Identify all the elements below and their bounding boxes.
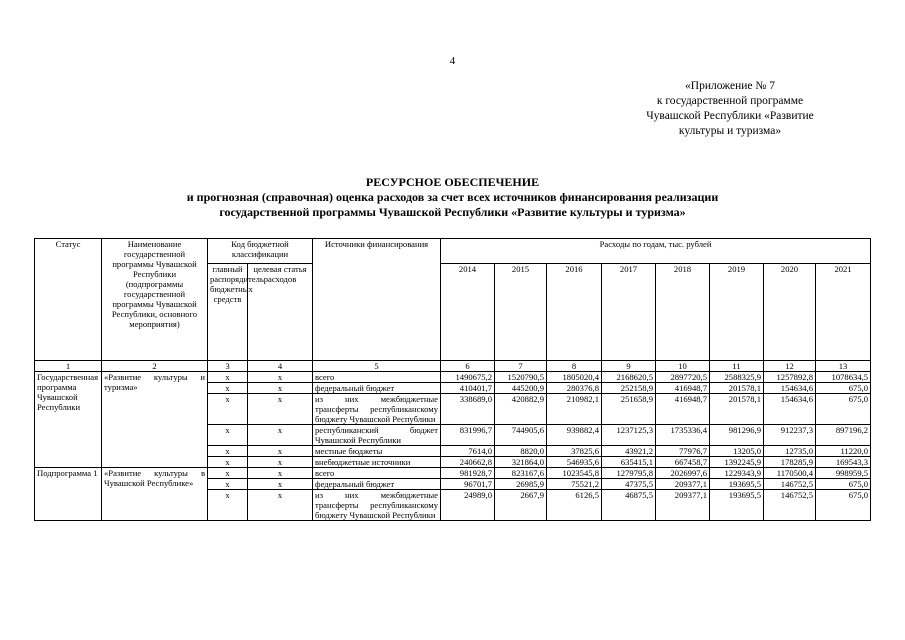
column-number: 4 (248, 361, 313, 372)
row-code-main: x (208, 446, 248, 457)
row-source: всего (313, 372, 441, 383)
row-code-target: x (248, 468, 313, 479)
row-value: 675,0 (816, 490, 871, 521)
row-value: 675,0 (816, 394, 871, 425)
row-code-target: x (248, 490, 313, 521)
header-year: 2016 (547, 264, 602, 361)
row-value: 1237125,3 (602, 425, 656, 446)
column-number: 11 (710, 361, 764, 372)
row-value: 981296,9 (710, 425, 764, 446)
column-number: 12 (764, 361, 816, 372)
row-value: 981928,7 (441, 468, 495, 479)
row-name: «Развитие культуры и туризма» (102, 372, 208, 468)
title-line: государственной программы Чувашской Республики «Развитие культуры и туризма» (219, 205, 686, 219)
row-value: 1490675,2 (441, 372, 495, 383)
row-value: 193695,5 (710, 490, 764, 521)
column-number: 13 (816, 361, 871, 372)
header-year: 2020 (764, 264, 816, 361)
row-value: 2667,9 (495, 490, 547, 521)
column-number: 3 (208, 361, 248, 372)
row-value: 154634,6 (764, 383, 816, 394)
row-value: 46875,5 (602, 490, 656, 521)
resource-table (34, 238, 871, 521)
table-row (35, 372, 871, 383)
row-value: 1023545,8 (547, 468, 602, 479)
row-value: 2897720,5 (656, 372, 710, 383)
row-value: 2026997,6 (656, 468, 710, 479)
row-value: 37825,6 (547, 446, 602, 457)
row-code-target: x (248, 394, 313, 425)
row-source: из них межбюджетные трансферты республиканскому бюджету Чувашской Республики (313, 490, 441, 521)
row-value: 897196,2 (816, 425, 871, 446)
row-value: 201578,1 (710, 383, 764, 394)
row-value: 1520790,5 (495, 372, 547, 383)
header-code-target: целевая статья расходов (248, 264, 313, 361)
title-line: и прогнозная (справочная) оценка расходов за счет всех источников финансирования реализации (186, 190, 719, 204)
row-code-main: x (208, 372, 248, 383)
row-value: 831996,7 (441, 425, 495, 446)
header-sources: Источники финансирования (313, 239, 441, 361)
header-code-main: главный распорядитель бюджетных средств (208, 264, 248, 361)
row-value: 6126,5 (547, 490, 602, 521)
header-name: Наименование государственной программы Чувашской Республики (подпрограммы государственной программы Чувашской Республики, основного мероприятия) (102, 239, 208, 361)
row-value: 96701,7 (441, 479, 495, 490)
row-value: 1229343,9 (710, 468, 764, 479)
row-status: Подпрограмма 1 (35, 468, 102, 521)
row-code-target: x (248, 383, 313, 394)
column-number: 5 (313, 361, 441, 372)
row-value: 1078634,5 (816, 372, 871, 383)
row-value: 240662,8 (441, 457, 495, 468)
row-value: 209377,1 (656, 479, 710, 490)
row-value: 416948,7 (656, 394, 710, 425)
row-value: 939882,4 (547, 425, 602, 446)
row-value: 410401,7 (441, 383, 495, 394)
row-value: 178285,9 (764, 457, 816, 468)
row-value: 1805020,4 (547, 372, 602, 383)
column-number: 1 (35, 361, 102, 372)
row-source: из них межбюджетные трансферты республиканскому бюджету Чувашской Республики (313, 394, 441, 425)
row-value: 2168620,5 (602, 372, 656, 383)
appendix-note (600, 79, 860, 139)
row-value: 209377,1 (656, 490, 710, 521)
row-code-main: x (208, 490, 248, 521)
row-value: 252158,9 (602, 383, 656, 394)
column-number: 10 (656, 361, 710, 372)
header-year: 2019 (710, 264, 764, 361)
row-value: 11220,0 (816, 446, 871, 457)
header-row (35, 239, 871, 264)
header-year: 2021 (816, 264, 871, 361)
row-value: 193695,5 (710, 479, 764, 490)
row-value: 12735,0 (764, 446, 816, 457)
header-code: Код бюджетной классификации (208, 239, 313, 264)
appendix-line: культуры и туризма» (678, 125, 782, 137)
title-line: РЕСУРСНОЕ ОБЕСПЕЧЕНИЕ (365, 175, 540, 189)
appendix-line: к государственной программе (656, 95, 804, 107)
row-value: 2588325,9 (710, 372, 764, 383)
row-source: федеральный бюджет (313, 383, 441, 394)
row-code-main: x (208, 468, 248, 479)
row-value: 251658,9 (602, 394, 656, 425)
row-value: 146752,5 (764, 479, 816, 490)
row-value: 1392245,9 (710, 457, 764, 468)
row-value: 75521,2 (547, 479, 602, 490)
row-value: 201578,1 (710, 394, 764, 425)
header-year: 2014 (441, 264, 495, 361)
row-value: 1170500,4 (764, 468, 816, 479)
row-status: Государственная программа Чувашской Республики (35, 372, 102, 468)
row-code-main: x (208, 394, 248, 425)
row-value: 420882,9 (495, 394, 547, 425)
row-value: 675,0 (816, 383, 871, 394)
row-value: 169543,3 (816, 457, 871, 468)
row-code-main: x (208, 457, 248, 468)
document-title (0, 175, 905, 220)
row-value: 8820,0 (495, 446, 547, 457)
row-source: внебюджетные источники (313, 457, 441, 468)
table-row (35, 468, 871, 479)
row-value: 154634,6 (764, 394, 816, 425)
row-source: всего (313, 468, 441, 479)
row-code-target: x (248, 479, 313, 490)
row-value: 1279795,8 (602, 468, 656, 479)
row-value: 280376,8 (547, 383, 602, 394)
row-code-target: x (248, 446, 313, 457)
row-value: 546935,6 (547, 457, 602, 468)
column-number: 7 (495, 361, 547, 372)
row-code-main: x (208, 425, 248, 446)
row-code-target: x (248, 457, 313, 468)
row-value: 146752,5 (764, 490, 816, 521)
row-value: 823167,6 (495, 468, 547, 479)
header-year: 2017 (602, 264, 656, 361)
row-value: 1735336,4 (656, 425, 710, 446)
row-code-target: x (248, 425, 313, 446)
row-code-main: x (208, 383, 248, 394)
row-value: 26985,9 (495, 479, 547, 490)
column-number: 6 (441, 361, 495, 372)
row-source: федеральный бюджет (313, 479, 441, 490)
appendix-line: «Приложение № 7 (685, 80, 775, 92)
header-year: 2015 (495, 264, 547, 361)
row-value: 13205,0 (710, 446, 764, 457)
row-value: 210982,1 (547, 394, 602, 425)
row-source: местные бюджеты (313, 446, 441, 457)
row-value: 667458,7 (656, 457, 710, 468)
row-code-main: x (208, 479, 248, 490)
header-year: 2018 (656, 264, 710, 361)
row-value: 321864,0 (495, 457, 547, 468)
row-value: 1257892,8 (764, 372, 816, 383)
row-value: 998959,5 (816, 468, 871, 479)
row-value: 47375,5 (602, 479, 656, 490)
column-number: 8 (547, 361, 602, 372)
row-value: 338689,0 (441, 394, 495, 425)
page-number: 4 (449, 55, 456, 67)
row-source: республиканский бюджет Чувашской Республики (313, 425, 441, 446)
row-value: 43921,2 (602, 446, 656, 457)
row-name: «Развитие культуры в Чувашской Республике» (102, 468, 208, 521)
row-value: 744905,6 (495, 425, 547, 446)
column-number: 2 (102, 361, 208, 372)
header-expenses: Расходы по годам, тыс. рублей (441, 239, 871, 264)
header-status: Статус (35, 239, 102, 361)
row-value: 7614,0 (441, 446, 495, 457)
row-value: 24989,0 (441, 490, 495, 521)
row-value: 635415,1 (602, 457, 656, 468)
row-code-target: x (248, 372, 313, 383)
row-value: 77976,7 (656, 446, 710, 457)
row-value: 445200,9 (495, 383, 547, 394)
row-value: 675,0 (816, 479, 871, 490)
column-number: 9 (602, 361, 656, 372)
appendix-line: Чувашской Республики «Развитие (646, 110, 814, 122)
row-value: 416948,7 (656, 383, 710, 394)
row-value: 912237,3 (764, 425, 816, 446)
column-number-row (35, 361, 871, 372)
